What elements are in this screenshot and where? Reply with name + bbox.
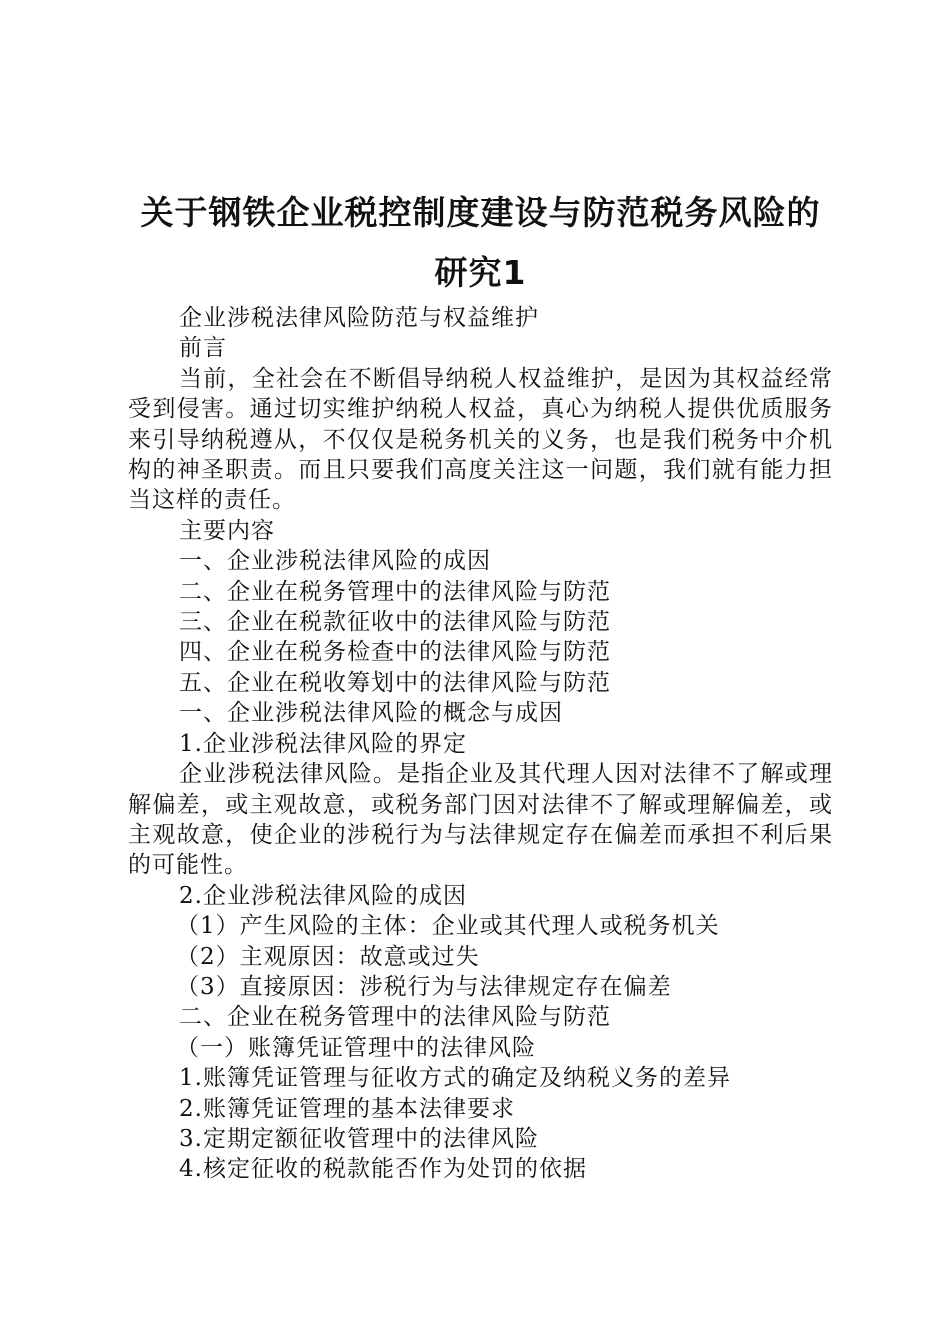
section-2-heading: 二、企业在税务管理中的法律风险与防范 (179, 1004, 611, 1031)
document-title (128, 183, 833, 303)
toc-item: 五、企业在税收筹划中的法律风险与防范 (179, 669, 611, 696)
preface-paragraph: 当前，全社会在不断倡导纳税人权益维护，是因为其权益经常受到侵害。通过切实维护纳税人权益，真心为纳税人提供优质服务来引导纳税遵从，不仅仅是税务机关的义务，也是我们税务中介机构的神圣职责。而且只要我们高度关注这一问题，我们就有能力担当这样的责任。 (128, 365, 833, 514)
section-1-1-paragraph: 企业涉税法律风险。是指企业及其代理人因对法律不了解或理解偏差，或主观故意，或税务部门因对法律不了解或理解偏差，或主观故意，使企业的涉税行为与法律规定存在偏差而承担不利后果的可能性。 (128, 761, 833, 879)
document-page (128, 183, 833, 1185)
toc-item: 一、企业涉税法律风险的成因 (179, 548, 491, 575)
toc-item: 二、企业在税务管理中的法律风险与防范 (179, 578, 611, 605)
cause-item: （2）主观原因：故意或过失 (176, 943, 480, 970)
section-1-1-heading: 1.企业涉税法律风险的界定 (179, 730, 467, 757)
section-1-2-heading: 2.企业涉税法律风险的成因 (179, 882, 467, 909)
cause-item: （3）直接原因：涉税行为与法律规定存在偏差 (176, 973, 672, 1000)
section-2-item: 4.核定征收的税款能否作为处罚的依据 (179, 1156, 587, 1183)
preface-heading: 前言 (179, 335, 227, 362)
title-line-1: 关于钢铁企业税控制度建设与防范税务风险的 (140, 193, 821, 232)
subtitle: 企业涉税法律风险防范与权益维护 (179, 305, 539, 331)
document-body (128, 303, 833, 1185)
title-line-2: 研究1 (434, 253, 527, 292)
toc-item: 四、企业在税务检查中的法律风险与防范 (179, 639, 611, 666)
main-content-heading: 主要内容 (179, 517, 275, 544)
section-1-heading: 一、企业涉税法律风险的概念与成因 (179, 700, 563, 727)
section-2-item: 2.账簿凭证管理的基本法律要求 (179, 1095, 515, 1122)
section-2-1-heading: （一）账簿凭证管理中的法律风险 (176, 1034, 536, 1061)
section-2-item: 3.定期定额征收管理中的法律风险 (179, 1125, 539, 1152)
toc-item: 三、企业在税款征收中的法律风险与防范 (179, 609, 611, 636)
section-2-item: 1.账簿凭证管理与征收方式的确定及纳税义务的差异 (179, 1065, 731, 1092)
cause-item: （1）产生风险的主体：企业或其代理人或税务机关 (176, 913, 720, 940)
